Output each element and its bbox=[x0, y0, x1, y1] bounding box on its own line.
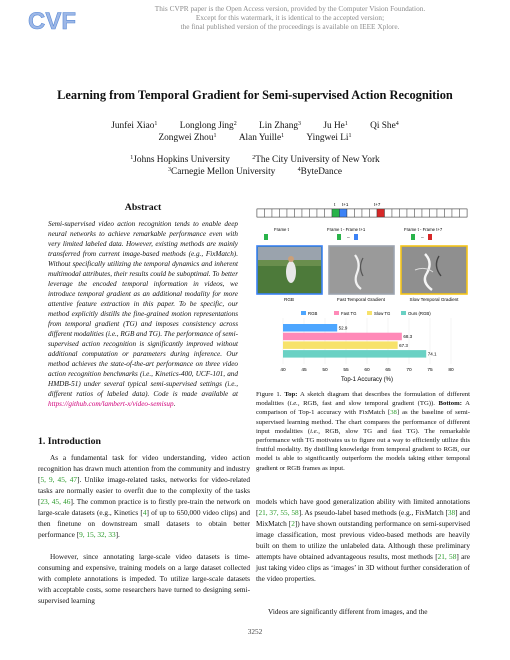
timeline-cell bbox=[295, 209, 303, 217]
affiliation: $^1$Johns Hopkins University bbox=[130, 155, 230, 165]
frame-marker-green bbox=[337, 234, 341, 240]
timeline-cell bbox=[265, 209, 273, 217]
figure-caption: Figure 1. Top: A sketch diagram that describes the formulation of different modalities (i.e., RGB, fast and slow temporal gradient (TG)). Bottom: A comparison of Top-1 accuracy with FixMatch [38] as the baseline of semi-supervised learning method. The chart compares the performance of different input modalities (i.e., RGB, slow TG and fast TG). The remarkable performance with TG motivates us to figure out a way to efficiently utilize this fruitful modality. By distilling knowledge from temporal gradient to RGB, our model is able to significantly outperform the models taking either temporal gradient or RGB frames as input. bbox=[256, 391, 470, 472]
affiliations-row-1 bbox=[0, 155, 510, 165]
cvf-logo-text: CVF bbox=[28, 8, 76, 35]
timeline-cell bbox=[400, 209, 408, 217]
legend-label: Ours (RGB) bbox=[408, 311, 431, 316]
timeline-label-t7: t+7 bbox=[374, 202, 381, 207]
timeline-cell bbox=[317, 209, 325, 217]
accuracy-bar-chart bbox=[280, 311, 454, 383]
citation[interactable]: 2 bbox=[291, 519, 295, 528]
authors-row-1 bbox=[0, 121, 510, 131]
bar-data-label: 68.3 bbox=[403, 334, 413, 340]
x-tick-label: 40 bbox=[280, 368, 286, 373]
intro-paragraph-3: models which have good generalization ability with limited annotations [21, 37, 55, 58]. As pseudo-label based methods (e.g., FixMatch [38] and MixMatch [2]) have shown outstanding performance on semi-supervised image classification, most previous video-based methods are heavily built on them to utilize the unlabeled data. Although these preliminary attempts have obtained advantageous results, most methods [21, 58] are just taking video clips as ‘images’ in 3D without further consideration of the video properties. bbox=[256, 497, 470, 583]
legend-label: Slow TG bbox=[374, 311, 391, 316]
abstract-body: Semi-supervised video action recognition tends to enable deep neural networks to achieve remarkable performance even with very limited labeled data. However, existing methods are mainly transferred from current image-based methods (e.g., FixMatch). Without specifically utilizing the temporal dynamics and inherent multimodal attributes, their results could be suboptimal. To better leverage the encoded temporal information in videos, we introduce temporal gradient as an additional modality for more attentive feature extraction in this paper. To be specific, our method explicitly distills the fine-grained motion representations from temporal gradient (TG) and imposes consistency across different modalities (i.e., RGB and TG). The performance of semi-supervised action recognition is significantly improved without additional computation or parameters during inference. Our method achieves the state-of-the-art performance on three video action recognition benchmarks (i.e., Kinetics-400, UCF-101, and HMDB-51) under several typical semi-supervised settings (i.e., different ratios of labeled data). Code is made available at https://github.com/lambert-x/video-semisup. bbox=[48, 220, 238, 408]
bar-data-label: 74.1 bbox=[427, 351, 437, 357]
citation[interactable]: 9, 15, 32, 33 bbox=[79, 530, 116, 539]
legend-swatch bbox=[334, 311, 339, 315]
caption-rgb: RGB bbox=[284, 297, 294, 302]
slow-temporal-gradient-image bbox=[401, 246, 467, 294]
bar bbox=[283, 324, 337, 332]
timeline-cell bbox=[370, 209, 378, 217]
legend-swatch bbox=[367, 311, 372, 315]
affiliation: $^4$ByteDance bbox=[297, 167, 342, 177]
svg-text:–: – bbox=[347, 235, 350, 241]
paper-title: Learning from Temporal Gradient for Semi-supervised Action Recognition bbox=[57, 88, 453, 102]
x-tick-label: 60 bbox=[364, 368, 370, 373]
timeline-cell bbox=[287, 209, 295, 217]
watermark-line-3: the final published version of the proceedings is available on IEEE Xplore. bbox=[180, 22, 400, 31]
timeline-cell bbox=[355, 209, 363, 217]
cvf-logo bbox=[26, 5, 76, 35]
x-tick-label: 75 bbox=[427, 368, 433, 373]
x-tick-label: 80 bbox=[448, 368, 454, 373]
citation[interactable]: 21, 37, 55, 58 bbox=[258, 508, 299, 517]
timeline-cell bbox=[430, 209, 438, 217]
frame-marker-blue bbox=[354, 234, 358, 240]
frame-marker-green bbox=[411, 234, 415, 240]
author: Junfei Xiao$^1$ bbox=[111, 121, 158, 131]
timeline-cell bbox=[340, 209, 348, 217]
figure-1 bbox=[255, 200, 470, 385]
author: Ju He$^1$ bbox=[323, 121, 348, 131]
timeline-cell bbox=[347, 209, 355, 217]
timeline-label-t: t bbox=[334, 202, 336, 207]
citation[interactable]: 21, 58 bbox=[437, 552, 457, 561]
author: Zongwei Zhou$^1$ bbox=[158, 133, 217, 143]
timeline-cell bbox=[392, 209, 400, 217]
timeline-cell bbox=[310, 209, 318, 217]
author: Qi She$^4$ bbox=[370, 121, 399, 131]
timeline-cell bbox=[280, 209, 288, 217]
intro-paragraph-2: However, since annotating large-scale video datasets is time-consuming and expensive, training models on a large dataset collected with complete annotations is impeded. To utilize large-scale datasets with acceptable costs, some researchers have turned to designing semi-supervised learning bbox=[38, 552, 250, 605]
frame-marker-red bbox=[428, 234, 432, 240]
timeline-cell bbox=[422, 209, 430, 217]
timeline-cell bbox=[257, 209, 265, 217]
timeline-cell bbox=[452, 209, 460, 217]
legend-label: RGB bbox=[308, 311, 318, 316]
code-link[interactable]: https://github.com/lambert-x/video-semisup bbox=[48, 400, 174, 408]
frame-label-rgb: Frame t bbox=[274, 227, 289, 232]
author: Lin Zhang$^3$ bbox=[259, 121, 302, 131]
frame-label-fast: Frame t - Frame t+1 bbox=[327, 227, 366, 232]
x-tick-label: 55 bbox=[343, 368, 349, 373]
x-axis-label: Top-1 Accuracy (%) bbox=[340, 377, 394, 383]
timeline-cell bbox=[385, 209, 393, 217]
svg-text:–: – bbox=[421, 235, 424, 241]
legend-swatch bbox=[301, 311, 306, 315]
section-heading-introduction: 1. Introduction bbox=[38, 436, 101, 447]
intro-paragraph-1: As a fundamental task for video understanding, video action recognition has drawn much attention from the community and industry [5, 9, 45, 47]. Unlike image-related tasks, networks for video-related tasks are normally easier to overfit due to the complexity of the tasks [23, 45, 46]. The common practice is to firstly pre-train the network on large-scale datasets (e.g., Kinetics [4] of up to 650,000 video clips) and then finetune on downstream small datasets to obtain better performance [9, 15, 32, 33]. bbox=[38, 453, 251, 539]
caption-fast-tg: Fast Temporal Gradient bbox=[337, 297, 385, 302]
bar-data-label: 67.3 bbox=[399, 342, 408, 348]
timeline-cell bbox=[332, 209, 340, 217]
author: Alan Yuille$^1$ bbox=[238, 133, 285, 143]
timeline-cell bbox=[302, 209, 310, 217]
fast-temporal-gradient-image bbox=[329, 246, 394, 294]
bar bbox=[283, 333, 402, 341]
citation[interactable]: 38 bbox=[390, 409, 397, 417]
timeline-cell bbox=[407, 209, 415, 217]
timeline-cell bbox=[362, 209, 370, 217]
citation[interactable]: 4 bbox=[142, 508, 147, 517]
frame-timeline bbox=[257, 202, 467, 217]
x-tick-label: 50 bbox=[322, 368, 328, 373]
affiliation: $^2$The City University of New York bbox=[252, 155, 380, 165]
citation[interactable]: 5, 9, 45, 47 bbox=[40, 475, 78, 484]
authors-row-2 bbox=[0, 133, 510, 143]
author: Yingwei Li$^1$ bbox=[306, 133, 352, 143]
legend-swatch bbox=[401, 311, 406, 315]
page-number: 3252 bbox=[247, 627, 263, 636]
x-tick-label: 65 bbox=[385, 368, 391, 373]
citation[interactable]: 38 bbox=[447, 508, 456, 517]
cvpr-watermark bbox=[0, 0, 510, 50]
timeline-cell bbox=[377, 209, 385, 217]
bar bbox=[283, 341, 398, 349]
rgb-frame-image bbox=[257, 246, 322, 294]
timeline-cell bbox=[415, 209, 423, 217]
timeline-cell bbox=[437, 209, 445, 217]
timeline-cell bbox=[460, 209, 468, 217]
bar-data-label: 52.9 bbox=[338, 325, 348, 331]
watermark-line-1: This CVPR paper is the Open Access version, provided by the Computer Vision Foundation. bbox=[154, 4, 426, 13]
x-tick-label: 45 bbox=[301, 368, 307, 373]
timeline-cell bbox=[445, 209, 453, 217]
intro-paragraph-4: Videos are significantly different from images, and the bbox=[268, 607, 428, 616]
caption-slow-tg: Slow Temporal Gradient bbox=[409, 297, 459, 302]
timeline-cell bbox=[272, 209, 280, 217]
legend-label: Fast TG bbox=[341, 311, 357, 316]
citation[interactable]: 23, 45, 46 bbox=[40, 497, 71, 506]
frame-marker-green bbox=[264, 234, 268, 240]
affiliations-row-2 bbox=[0, 167, 510, 177]
affiliation: $^3$Carnegie Mellon University bbox=[168, 167, 276, 177]
frame-label-slow: Frame t - Frame t+7 bbox=[404, 227, 443, 232]
watermark-line-2: Except for this watermark, it is identical to the accepted version; bbox=[195, 13, 385, 22]
bar bbox=[283, 350, 426, 358]
author: Longlong Jing$^2$ bbox=[179, 121, 237, 131]
x-tick-label: 70 bbox=[406, 368, 412, 373]
timeline-cell bbox=[325, 209, 333, 217]
timeline-label-t1: t+1 bbox=[342, 202, 349, 207]
abstract-heading: Abstract bbox=[124, 202, 162, 213]
